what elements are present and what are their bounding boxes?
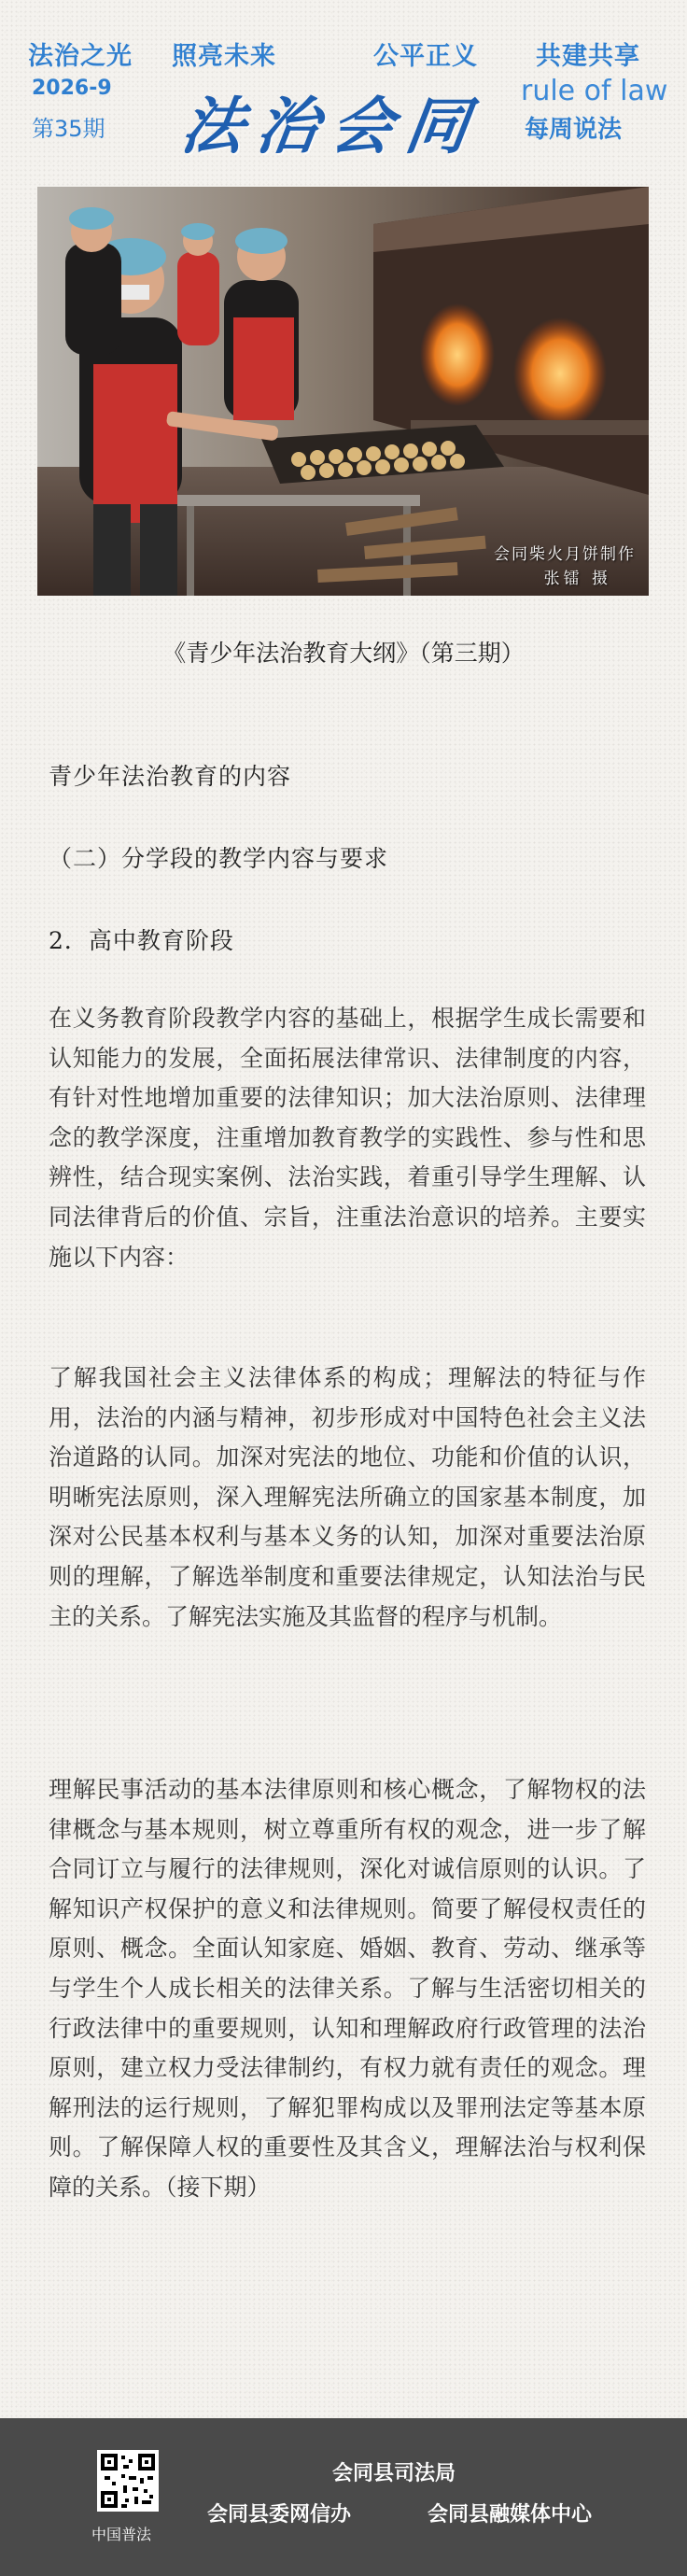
header-photo xyxy=(37,187,649,596)
slogan-1: 法治之光 xyxy=(28,42,133,71)
masthead xyxy=(0,0,687,177)
qr-label: 中国普法 xyxy=(91,2526,152,2543)
article-title: 《青少年法治教育大纲》（第三期） xyxy=(162,640,525,667)
stage-heading: 2．高中教育阶段 xyxy=(49,927,234,954)
bakery-illustration xyxy=(37,187,649,596)
masthead-title: 法治会同 xyxy=(176,90,486,162)
slogan-3: 公平正义 xyxy=(373,42,478,71)
qr-code-icon xyxy=(97,2450,159,2512)
photo-caption: 会同柴火月饼制作 xyxy=(494,545,636,564)
paragraph-3: 理解民事活动的基本法律原则和核心概念，了解物权的法律概念与基本规则，树立尊重所有权的观念，进一步了解合同订立与履行的法律规则，深化对诚信原则的认识。了解知识产权保护的意义和法律规则。简要了解侵权责任的原则、概念。全面认知家庭、婚姻、教育、劳动、继承等与学生个人成长相关的法律关系。了解与生活密切相关的行政法律中的重要规则，认知和理解政府行政管理的法治原则，建立权力受法律制约，有权力就有责任的观念。理解刑法的运行规则，了解犯罪构成以及罪刑法定等基本原则。了解保障人权的重要性及其含义，理解法治与权利保障的关系。（接下期） xyxy=(49,1776,646,2201)
org-justice-bureau: 会同县司法局 xyxy=(332,2462,456,2485)
issue-date: 2026-9 xyxy=(32,77,112,100)
paragraph-2: 了解我国社会主义法律体系的构成；理解法的特征与作用，法治的内涵与精神，初步形成对中国特色社会主义法治道路的认同。加深对宪法的地位、功能和价值的认识，明晰宪法原则，深入理解宪法所确立的国家基本制度，加深对公民基本权利与基本义务的认知，加深对重要法治原则的理解，了解选举制度和重要法律规定，认知法治与民主的关系。了解宪法实施及其监督的程序与机制。 xyxy=(49,1364,646,1630)
paragraph-1: 在义务教育阶段教学内容的基础上，根据学生成长需要和认知能力的发展，全面拓展法律常识、法律制度的内容，有针对性地增加重要的法律知识；加大法治原则、法律理念的教学深度，注重增加教育教学的实践性、参与性和思辨性，结合现实案例、法治实践，着重引导学生理解、认同法律背后的价值、宗旨，注重法治意识的培养。主要实施以下内容： xyxy=(49,1005,646,1271)
section-heading: 青少年法治教育的内容 xyxy=(49,763,292,790)
rule-of-law-label: rule of law xyxy=(521,75,668,107)
footer xyxy=(0,2418,687,2576)
slogan-4: 共建共享 xyxy=(536,42,640,71)
weekly-label: 每周说法 xyxy=(525,116,623,144)
slogan-2: 照亮未来 xyxy=(172,42,276,71)
photo-credit: 张镭 摄 xyxy=(543,570,611,588)
subsection-heading: （二）分学段的教学内容与要求 xyxy=(49,845,389,872)
issue-number: 第35期 xyxy=(32,116,105,142)
org-cyberspace-office: 会同县委网信办 xyxy=(207,2503,352,2527)
org-media-center: 会同县融媒体中心 xyxy=(428,2503,593,2527)
